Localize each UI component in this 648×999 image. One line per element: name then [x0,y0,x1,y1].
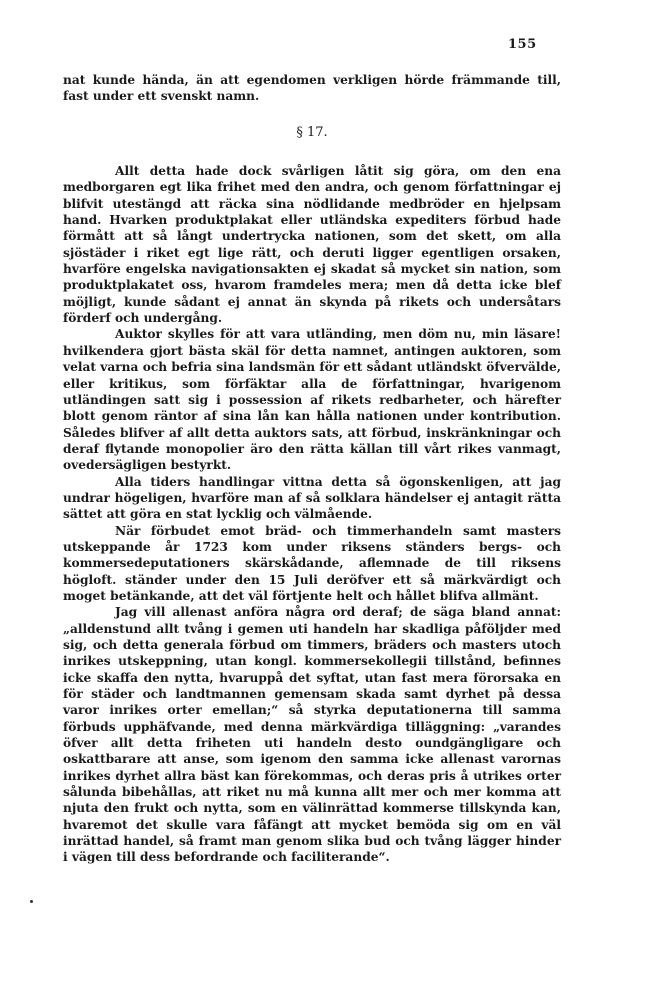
paragraph-5: Jag vill allenast anföra några ord deraf; de säga bland annat: „alldenstund allt tvång i gemen uti handeln har skadliga påföljder med sig, och detta generala förbud om timmers, bräders och masters utoch inrikes utskeppning, utan kongl. kommersekollegii tillstånd, befinnes icke skaffa den nytta, hvaruppå det syftat, utan fast mera förorsaka en för städer och landtmannen gemensam skada samt dyrhet på dessa varor inrikes orter emellan;“ så styrka deputationerna till samma förbuds upphäfvande, med denna märkvärdiga tilläggning: „varandes öfver allt detta friheten uti handeln desto oundgängligare och oskattbarare att anse, som igenom den samma icke allenast varornas inrikes dyrhet allra bäst kan förekommas, och deras pris å utrikes orter sålunda bibehållas, att riket nu må kunna allt mer och mer komma att njuta den frukt och nytta, som en välinrättad kommerse tillskynda kan, hvaremot det skulle vara fåfängt att mycket bemöda sig om en väl inrättad handel, så framt man genom slika bud och tvång lägger hinder i vägen till dess befordrande och faciliterande“. [63,605,561,865]
body-text [63,72,561,866]
paragraph-4: När förbudet emot bräd- och timmerhandeln samt masters utskeppande år 1723 kom under riksens ständers bergs- och kommersedeputationers skärskådande, aflemnade de till riksens högloft. ständer under den 15 Juli deröfver ett så märkvärdigt och moget betänkande, att det väl förtjente helt och hållet blifva allmänt. [63,523,561,603]
stray-ink-dot [30,900,33,903]
opening-paragraph: nat kunde hända, än att egendomen verkligen hörde främmande till, fast under ett svenskt namn. [63,73,561,104]
paragraph-2: Auktor skylles för att vara utländing, men döm nu, min läsare! hvilkendera gjort bästa skäl för detta namnet, antingen auktoren, som velat varna och befria sina landsmän för ett sådant utländskt öfvervälde, eller kritikus, som förfäktar alla de författningar, hvarigenom utländingen satt sig i possession af rikets redbarheter, och härefter blott genom räntor af sina lån kan hålla nationen under kontribution. Således blifver af allt detta auktors sats, att förbud, inskränkningar och deraf flytande monopolier äro den rätta källan till vårt rikes vanmagt, ovedersägligen bestyrkt. [63,327,561,473]
paragraph-1: Allt detta hade dock svårligen låtit sig göra, om den ena medborgaren egt lika frihet med den andra, och genom författningar ej blifvit utestängd att räcka sina nödlidande medbröder en hjelpsam hand. Hvarken produktplakat eller utländska expediters förbud hade förmått att så långt undertrycka nationen, som det skett, om alla sjöstäder i riket egt lige rätt, och deruti ligger egentligen orsaken, hvarföre engelska navigationsakten ej skadat så mycket sin nation, som produktplakatet oss, hvarom framdeles mera; men då detta icke blef möjligt, kunde sådant ej annat än skynda på rikets och undersåtars förderf och undergång. [63,164,561,326]
page-number: 155 [508,37,537,52]
section-heading: § 17. [296,124,328,140]
paragraph-3: Alla tiders handlingar vittna detta så ögonskenligen, att jag undrar högeligen, hvarföre man af så solklara händelser ej antagit rätta sättet att göra en stat lycklig och välmående. [63,474,561,522]
